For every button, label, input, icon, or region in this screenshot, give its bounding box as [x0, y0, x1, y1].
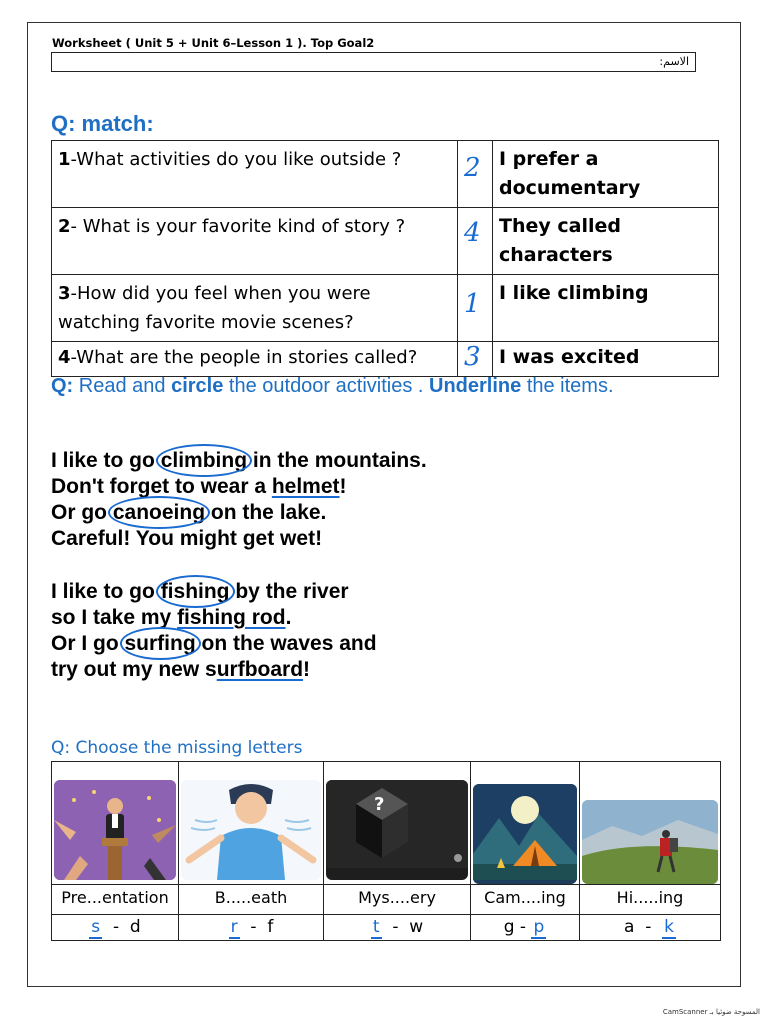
answer-text: I like climbing: [493, 275, 719, 342]
poem-line: Or go canoeing on the lake.: [51, 501, 327, 524]
poem-line: I like to go fishing by the river: [51, 580, 349, 603]
poem-line: I like to go climbing in the mountains.: [51, 449, 427, 472]
table-row: [52, 342, 719, 377]
option-letter: a: [623, 917, 635, 937]
answer-slot[interactable]: [458, 342, 493, 377]
option-letter: w: [409, 917, 424, 937]
question-text: -What are the people in stories called?: [70, 347, 418, 368]
breathing-person-icon: [181, 780, 321, 880]
poem-line: so I take my fishing rod.: [51, 606, 292, 629]
name-field[interactable]: [51, 52, 696, 72]
table-row: [52, 208, 719, 275]
choice-cell[interactable]: t - w: [324, 915, 471, 941]
choice-cell[interactable]: a - k: [580, 915, 721, 941]
poem-line: Careful! You might get wet!: [51, 527, 323, 550]
option-letter: g: [503, 917, 515, 937]
question-number: 3: [58, 283, 71, 304]
circled-word[interactable]: canoeing: [112, 501, 206, 524]
question-number: 4: [58, 347, 71, 368]
handwritten-number: 4: [464, 218, 481, 248]
word-cell: B.....eath: [179, 885, 324, 915]
choice-cell[interactable]: s - d: [52, 915, 179, 941]
underlined-word[interactable]: urfboard: [216, 658, 304, 681]
hiking-image: [582, 800, 718, 884]
word-cell: Cam....ing: [471, 885, 580, 915]
q3-heading: Q: Choose the missing letters: [51, 738, 303, 758]
poem-stanza-1: [51, 448, 427, 552]
table-row: [52, 915, 721, 941]
underlined-word[interactable]: fishing rod: [177, 606, 286, 629]
table-row: [52, 762, 721, 885]
question-text: -What activities do you like outside ?: [70, 149, 402, 170]
option-letter: f: [267, 917, 274, 937]
match-table: [51, 140, 719, 377]
option-letter: d: [129, 917, 141, 937]
chosen-letter: k: [664, 917, 675, 937]
poem-line: Don't forget to wear a helmet!: [51, 475, 347, 498]
worksheet-title: Worksheet ( Unit 5 + Unit 6–Lesson 1 ). Top Goal2: [52, 36, 375, 50]
table-row: [52, 275, 719, 342]
answer-slot[interactable]: [458, 208, 493, 275]
svg-text:?: ?: [374, 794, 385, 815]
circled-word[interactable]: climbing: [160, 449, 248, 472]
question-number: 2: [58, 216, 71, 237]
chosen-letter: r: [230, 917, 238, 937]
answer-text: I prefer a documentary: [493, 141, 719, 208]
question-text: -How did you feel when you were watching favorite movie scenes?: [58, 283, 371, 333]
camping-image: [473, 784, 577, 884]
question-text: - What is your favorite kind of story ?: [70, 216, 406, 237]
choice-cell[interactable]: g - p: [471, 915, 580, 941]
answer-slot[interactable]: [458, 275, 493, 342]
presenter-icon: [54, 780, 176, 880]
poem-line: Or I go surfing on the waves and: [51, 632, 377, 655]
word-cell: Mys....ery: [324, 885, 471, 915]
handwritten-number: 2: [464, 153, 481, 183]
answer-slot[interactable]: [458, 141, 493, 208]
poem-stanza-2: [51, 579, 377, 683]
table-row: [52, 885, 721, 915]
word-cell: Hi.....ing: [580, 885, 721, 915]
answer-text: They called characters: [493, 208, 719, 275]
circled-word[interactable]: surfing: [124, 632, 196, 655]
name-label: الاسم:: [659, 55, 689, 68]
answer-text: I was excited: [493, 342, 719, 377]
presentation-image: [54, 780, 176, 880]
mystery-image: [326, 780, 468, 880]
breathe-image: [181, 780, 321, 880]
tent-icon: [473, 784, 577, 880]
circled-word[interactable]: fishing: [160, 580, 230, 603]
chosen-letter: t: [372, 917, 380, 937]
handwritten-number: 3: [464, 342, 481, 372]
question-number: 1: [58, 149, 71, 170]
q2-heading: Q: Read and circle the outdoor activities . Underline the items.: [51, 375, 614, 397]
scanner-watermark: CamScanner المسوحة ضوئيا بـ: [662, 1008, 760, 1016]
poem-line: try out my new surfboard!: [51, 658, 311, 681]
chosen-letter: p: [533, 917, 545, 937]
table-row: [52, 141, 719, 208]
mystery-box-icon: [326, 780, 468, 868]
missing-letters-table: [51, 761, 721, 941]
choice-cell[interactable]: r - f: [179, 915, 324, 941]
q1-heading: Q: match:: [51, 111, 154, 136]
chosen-letter: s: [91, 917, 101, 937]
underlined-word[interactable]: helmet: [271, 475, 340, 498]
hiker-icon: [582, 800, 718, 884]
handwritten-number: 1: [464, 289, 481, 319]
word-cell: Pre...entation: [52, 885, 179, 915]
